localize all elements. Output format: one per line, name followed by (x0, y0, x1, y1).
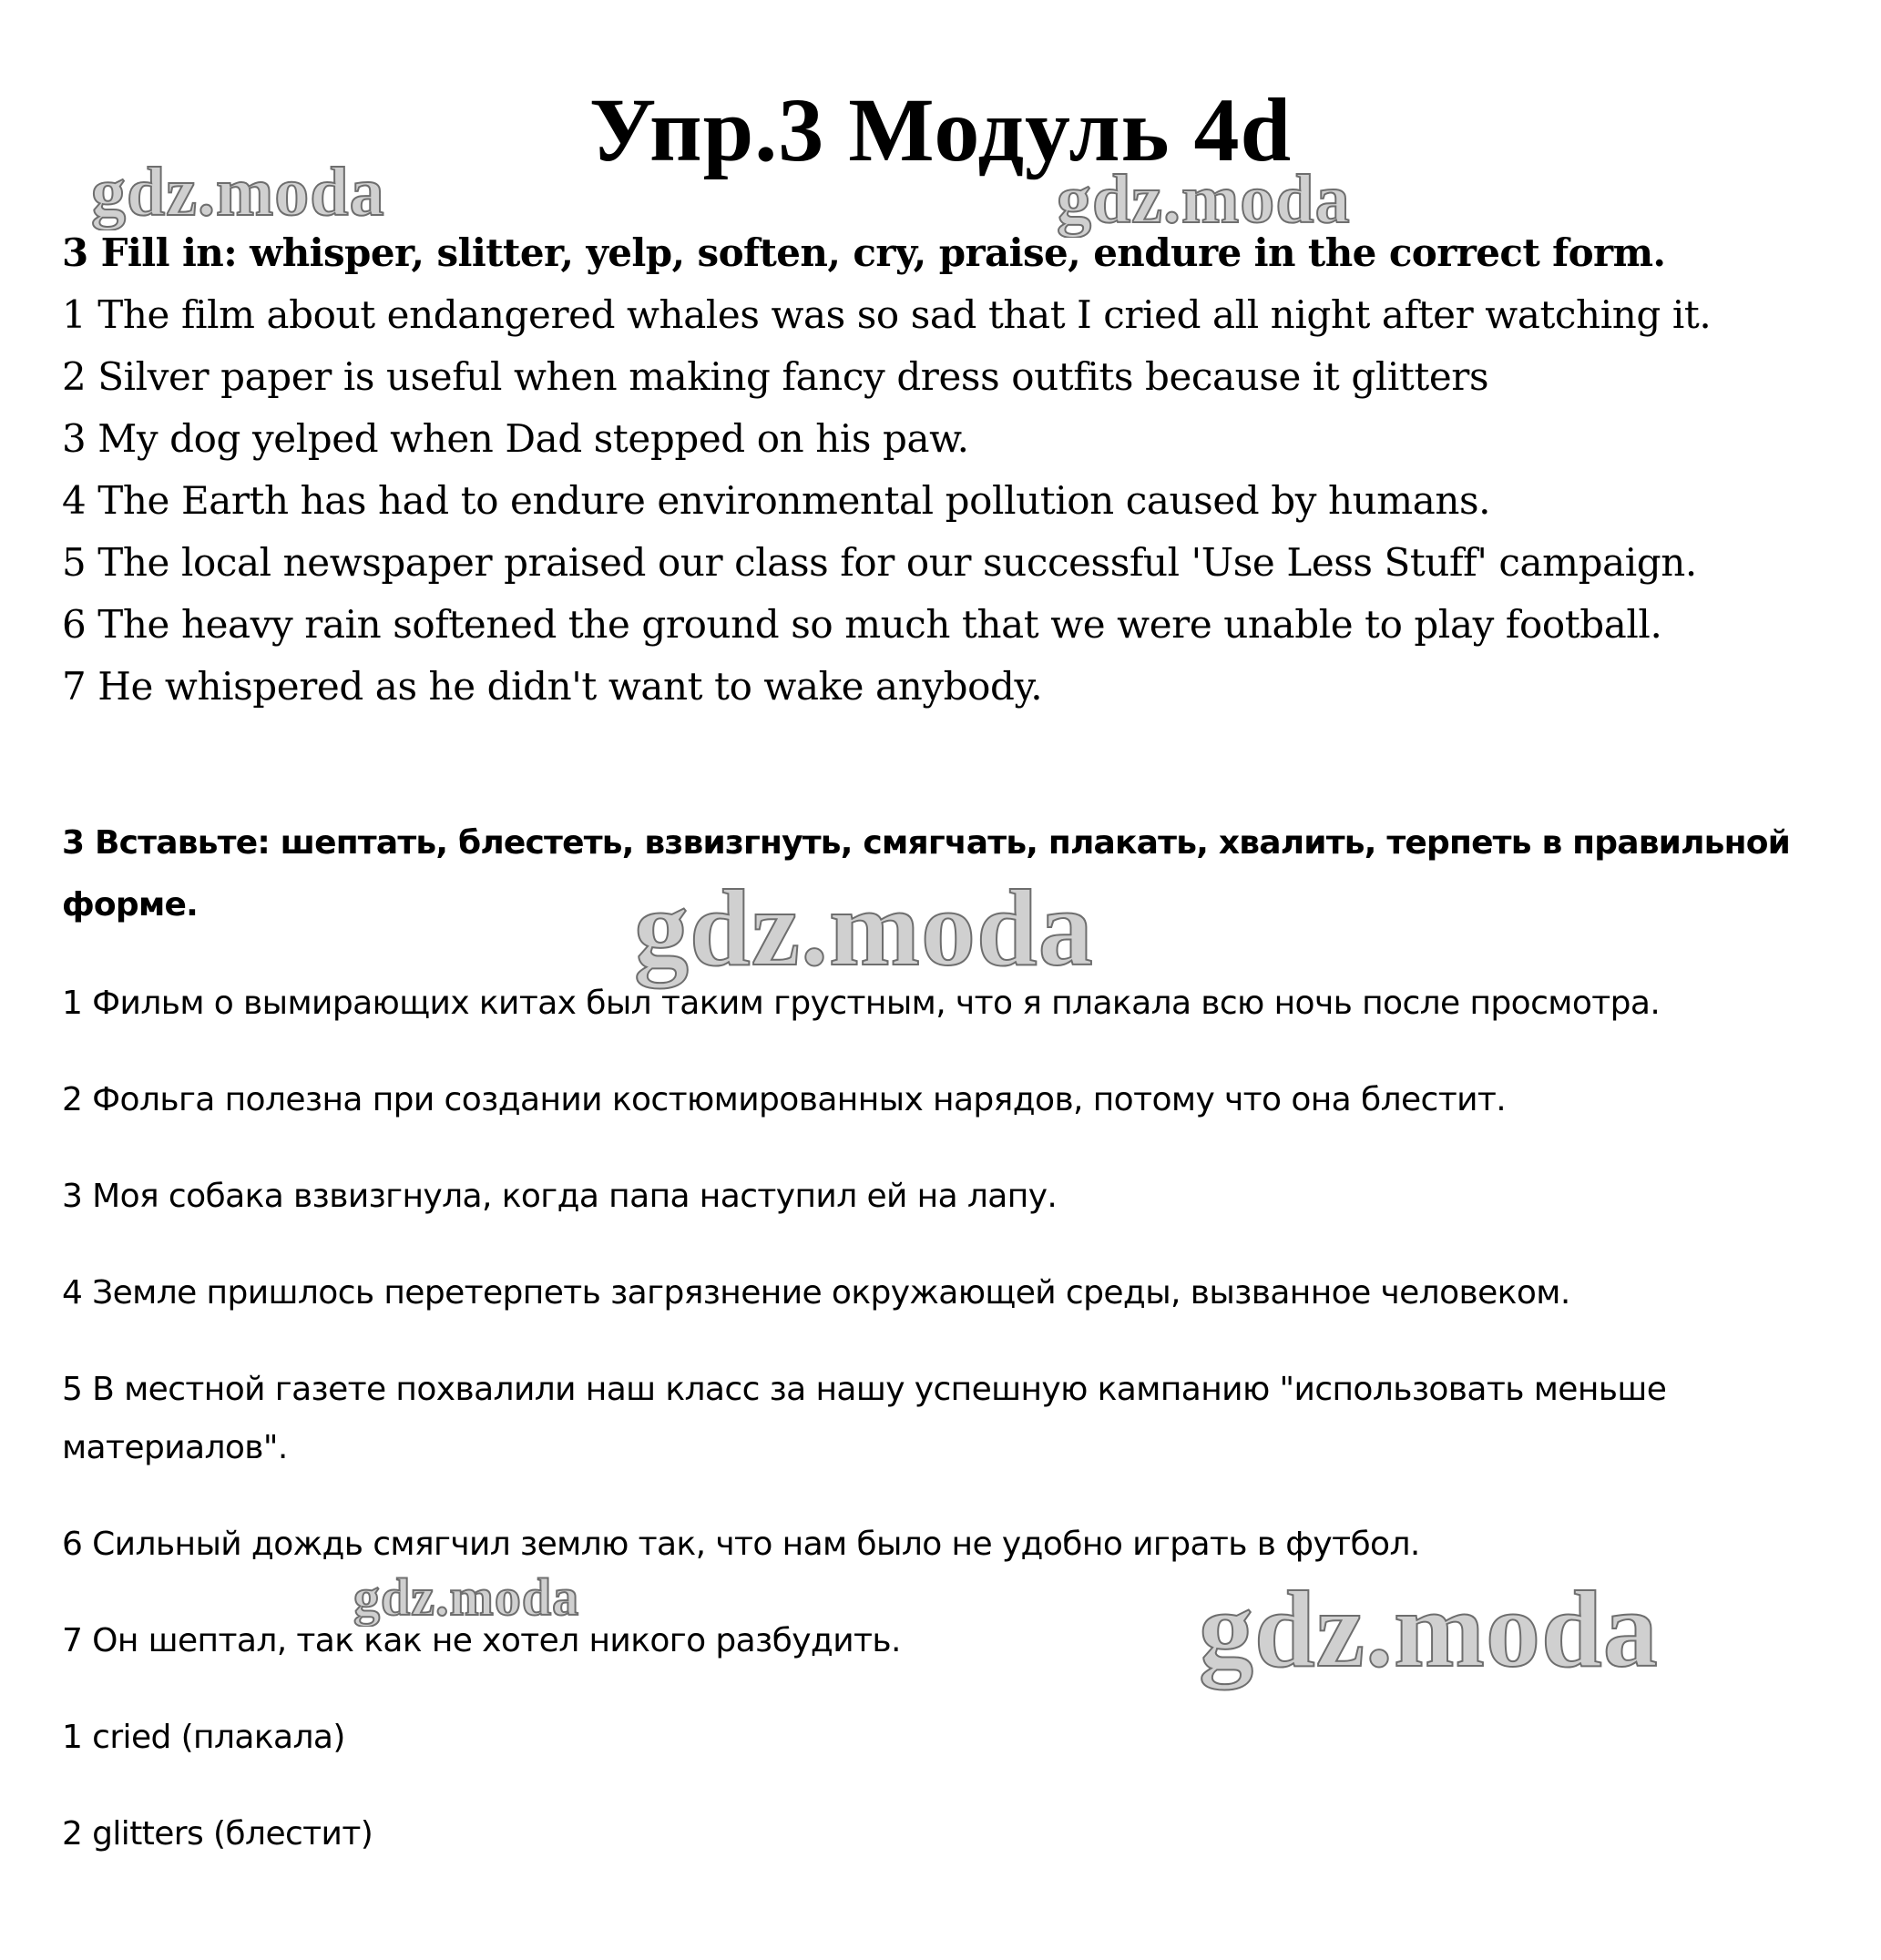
russian-sentence-4: 4 Земле пришлось перетерпеть загрязнение окружающей среды, вызванное человеком. (62, 1274, 1570, 1312)
watermark: gdz.moda (91, 154, 385, 230)
watermark: gdz.moda (634, 867, 1094, 988)
english-sentence-5: 5 The local newspaper praised our class for our successful 'Use Less Stuff' campaign. (62, 540, 1697, 585)
russian-sentence-7: 7 Он шептал, так как не хотел никого разбудить. (62, 1622, 901, 1659)
english-sentence-3: 3 My dog yelped when Dad stepped on his paw. (62, 416, 969, 461)
russian-sentence-3: 3 Моя собака взвизгнула, когда папа наступил ей на лапу. (62, 1178, 1058, 1215)
answer-1: 1 cried (плакала) (62, 1719, 345, 1756)
answer-2: 2 glitters (блестит) (62, 1815, 373, 1853)
watermark: gdz.moda (353, 1567, 580, 1627)
russian-sentence-2: 2 Фольга полезна при создании костюмированных нарядов, потому что она блестит. (62, 1081, 1507, 1118)
page-title: Упр.3 Модуль 4d (588, 79, 1293, 180)
english-sentence-2: 2 Silver paper is useful when making fancy dress outfits because it glitters (62, 354, 1489, 399)
english-task-heading: 3 Fill in: whisper, slitter, yelp, soften, cry, praise, endure in the correct form. (62, 230, 1666, 275)
english-sentence-4: 4 The Earth has had to endure environmental pollution caused by humans. (62, 478, 1491, 523)
english-sentence-6: 6 The heavy rain softened the ground so much that we were unable to play football. (62, 602, 1662, 647)
russian-task-heading: 3 Вставьте: шептать, блестеть, взвизгнуть, смягчать, плакать, хвалить, терпеть в правильной форме. (62, 824, 1791, 924)
watermark: gdz.moda (1199, 1568, 1659, 1689)
russian-sentence-5: 5 В местной газете похвалили наш класс за нашу успешную кампанию "использовать меньше материалов". (62, 1371, 1667, 1466)
watermark: gdz.moda (1057, 161, 1351, 238)
english-exercise (62, 222, 1847, 718)
english-sentence-1: 1 The film about endangered whales was so sad that I cried all night after watching it. (62, 292, 1712, 337)
english-sentence-7: 7 He whispered as he didn't want to wake anybody. (62, 664, 1043, 709)
russian-sentence-6: 6 Сильный дождь смягчил землю так, что нам было не удобно играть в футбол. (62, 1526, 1420, 1563)
russian-sentence-1: 1 Фильм о вымирающих китах был таким грустным, что я плакала всю ночь после просмотра. (62, 985, 1661, 1022)
